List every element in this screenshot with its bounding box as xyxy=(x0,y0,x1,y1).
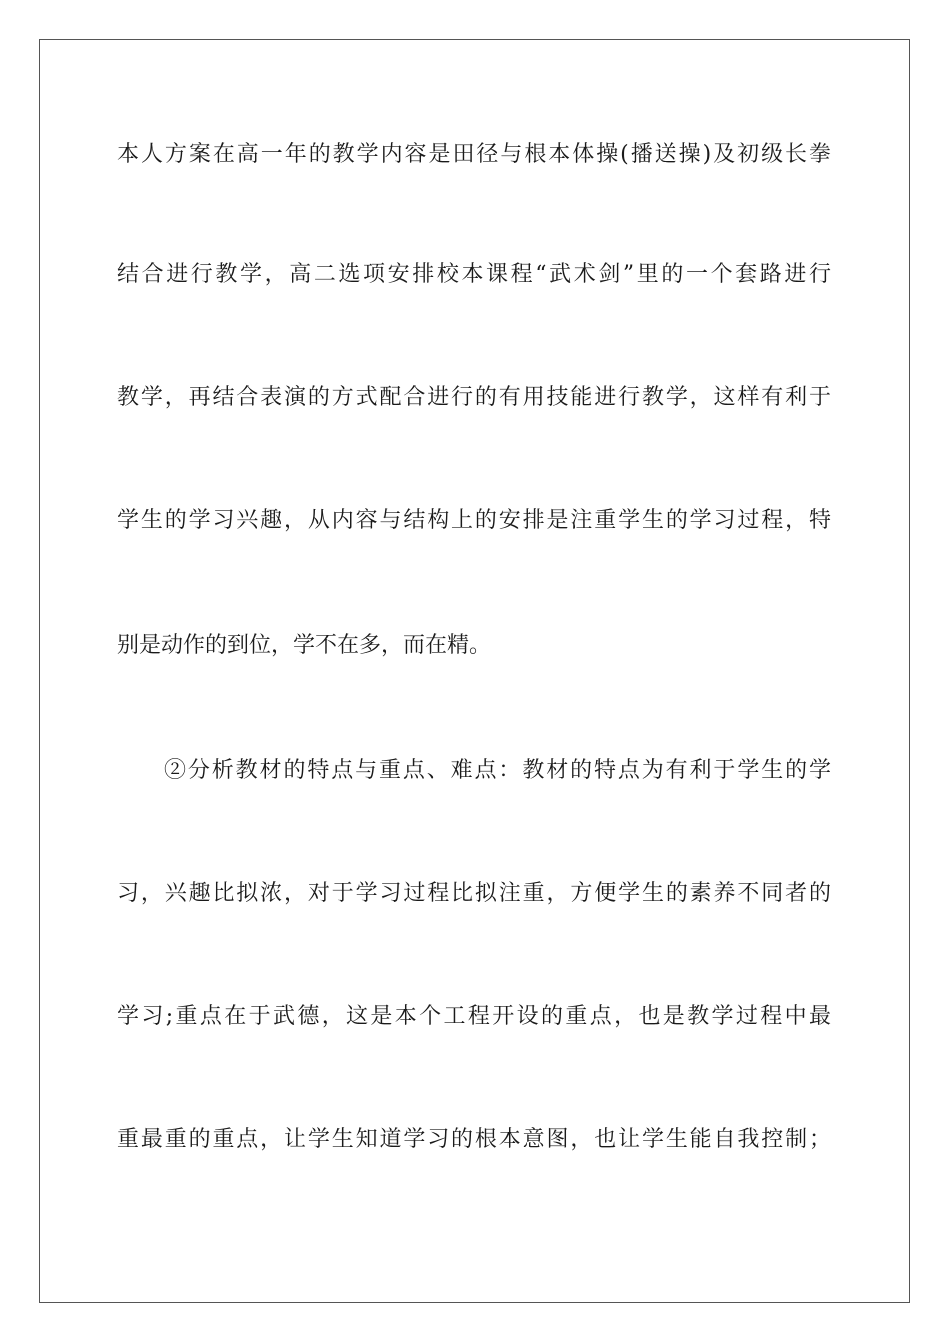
text-line: 本人方案在高一年的教学内容是田径与根本体操(播送操)及初级长拳 xyxy=(117,142,831,167)
text-line: 习，兴趣比拟浓，对于学习过程比拟注重，方便学生的素养不同者的 xyxy=(117,881,831,906)
text-line: 重最重的重点，让学生知道学习的根本意图，也让学生能自我控制； xyxy=(117,1127,831,1152)
page-border xyxy=(39,39,910,1303)
text-line: 教学，再结合表演的方式配合进行的有用技能进行教学，这样有利于 xyxy=(117,385,831,410)
text-line: 学生的学习兴趣，从内容与结构上的安排是注重学生的学习过程，特 xyxy=(117,508,831,533)
text-line: ②分析教材的特点与重点、难点：教材的特点为有利于学生的学 xyxy=(164,758,831,783)
text-line: 结合进行教学，高二选项安排校本课程“武术剑”里的一个套路进行 xyxy=(117,262,831,287)
text-line: 学习;重点在于武德，这是本个工程开设的重点，也是教学过程中最 xyxy=(117,1004,831,1029)
text-line: 别是动作的到位，学不在多，而在精。 xyxy=(117,633,492,658)
